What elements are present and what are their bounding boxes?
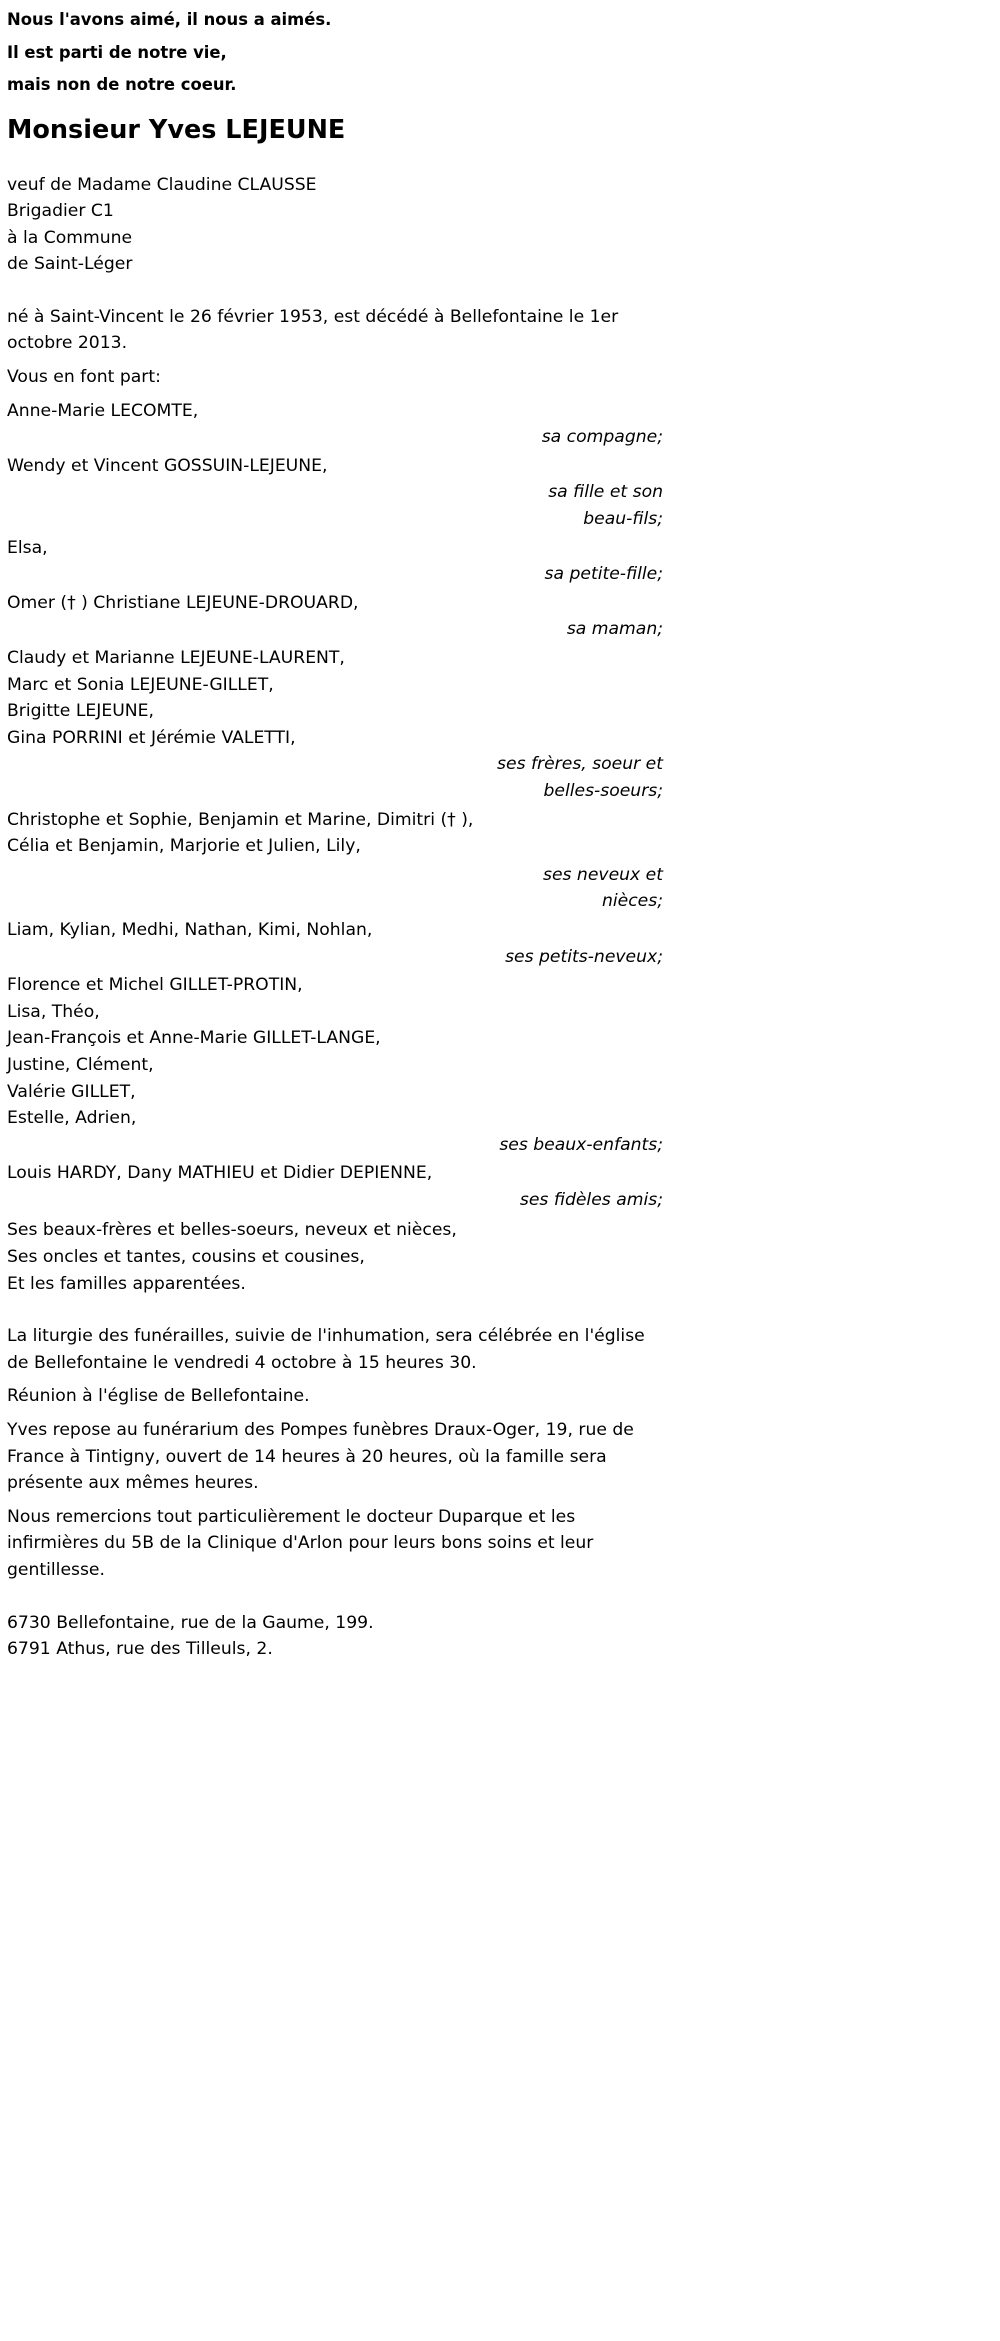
obituary-document <box>7 4 663 1663</box>
addresses <box>7 1610 663 1663</box>
family-names: Célia et Benjamin, Marjorie et Julien, Lily, <box>7 836 361 857</box>
family-role: ses beaux-enfants; <box>499 1134 663 1155</box>
family-names: Florence et Michel GILLET-PROTIN, <box>7 975 303 996</box>
detail-line: Brigadier C1 <box>7 201 114 222</box>
funeral-info: La liturgie des funérailles, suivie de l'inhumation, sera célébrée en l'église de Bellefontaine le vendredi 4 octobre à 15 heures 30. <box>7 1326 645 1373</box>
extended-family <box>7 1217 663 1297</box>
family-names: Lisa, Théo, <box>7 1001 100 1022</box>
quote-line: Il est parti de notre vie, <box>7 42 227 62</box>
family-names: Anne-Marie LECOMTE, <box>7 400 199 421</box>
family-group <box>7 1160 663 1213</box>
family-role: ses petits-neveux; <box>505 946 663 967</box>
family-names: Justine, Clément, <box>7 1054 154 1075</box>
family-group <box>7 972 663 1158</box>
quote-line: mais non de notre coeur. <box>7 75 237 94</box>
family-group <box>7 398 663 451</box>
deceased-details <box>7 172 663 278</box>
rest-info: Yves repose au funérarium des Pompes funèbres Draux-Oger, 19, rue de France à Tintigny, ouvert de 14 heures à 20 heures, où la famille sera présente aux mêmes heures. <box>7 1420 634 1494</box>
family-group <box>7 590 663 643</box>
family-role: ses fidèles amis; <box>519 1189 663 1210</box>
family-role: ses neveux et nièces; <box>542 864 663 912</box>
family-names: Valérie GILLET, <box>7 1081 136 1102</box>
family-names: Jean-François et Anne-Marie GILLET-LANGE, <box>7 1028 381 1049</box>
family-names: Claudy et Marianne LEJEUNE-LAURENT, <box>7 648 345 668</box>
thanks-info: Nous remercions tout particulièrement le docteur Duparque et les infirmières du 5B de la Clinique d'Arlon pour leurs bons soins et leur gentillesse. <box>7 1506 594 1580</box>
family-names: Elsa, <box>7 537 48 558</box>
birth-death-text: né à Saint-Vincent le 26 février 1953, est décédé à Bellefontaine le 1er octobre 2013. <box>7 306 619 354</box>
family-names: Wendy et Vincent GOSSUIN-LEJEUNE, <box>7 455 328 476</box>
extended-family-line: Ses oncles et tantes, cousins et cousines, <box>7 1247 365 1268</box>
opening-quote <box>7 4 663 102</box>
meeting-info: Réunion à l'église de Bellefontaine. <box>7 1386 310 1407</box>
family-role: sa compagne; <box>541 427 663 448</box>
family-names: Marc et Sonia LEJEUNE-GILLET, <box>7 674 274 695</box>
family-names: Gina PORRINI et Jérémie VALETTI, <box>7 727 296 748</box>
quote-line: Nous l'avons aimé, il nous a aimés. <box>7 10 332 29</box>
family-group <box>7 807 663 915</box>
extended-family-line: Et les familles apparentées. <box>7 1273 246 1294</box>
family-group <box>7 645 663 805</box>
family-role: sa petite-fille; <box>544 564 663 585</box>
family-names: Omer († ) Christiane LEJEUNE-DROUARD, <box>7 592 359 613</box>
detail-line: à la Commune <box>7 227 133 248</box>
detail-line: de Saint-Léger <box>7 254 133 275</box>
detail-line: veuf de Madame Claudine CLAUSSE <box>7 174 317 195</box>
announce-intro: Vous en font part: <box>7 367 161 388</box>
family-group <box>7 917 663 970</box>
family-role: sa maman; <box>566 619 663 640</box>
address-line: 6791 Athus, rue des Tilleuls, 2. <box>7 1639 273 1660</box>
family-role: sa fille et son beau-fils; <box>548 482 663 530</box>
extended-family-line: Ses beaux-frères et belles-soeurs, neveux et nièces, <box>7 1220 457 1241</box>
family-names: Estelle, Adrien, <box>7 1108 137 1129</box>
deceased-name: Monsieur Yves LEJEUNE <box>7 114 346 145</box>
family-names: Liam, Kylian, Medhi, Nathan, Kimi, Nohlan, <box>7 919 373 940</box>
family-role: ses frères, soeur et belles-soeurs; <box>497 754 663 801</box>
address-line: 6730 Bellefontaine, rue de la Gaume, 199. <box>7 1612 374 1633</box>
family-group <box>7 453 663 533</box>
family-group <box>7 535 663 588</box>
family-names: Louis HARDY, Dany MATHIEU et Didier DEPIENNE, <box>7 1163 433 1184</box>
family-names: Brigitte LEJEUNE, <box>7 701 154 722</box>
family-names: Christophe et Sophie, Benjamin et Marine, Dimitri († ), <box>7 809 474 830</box>
